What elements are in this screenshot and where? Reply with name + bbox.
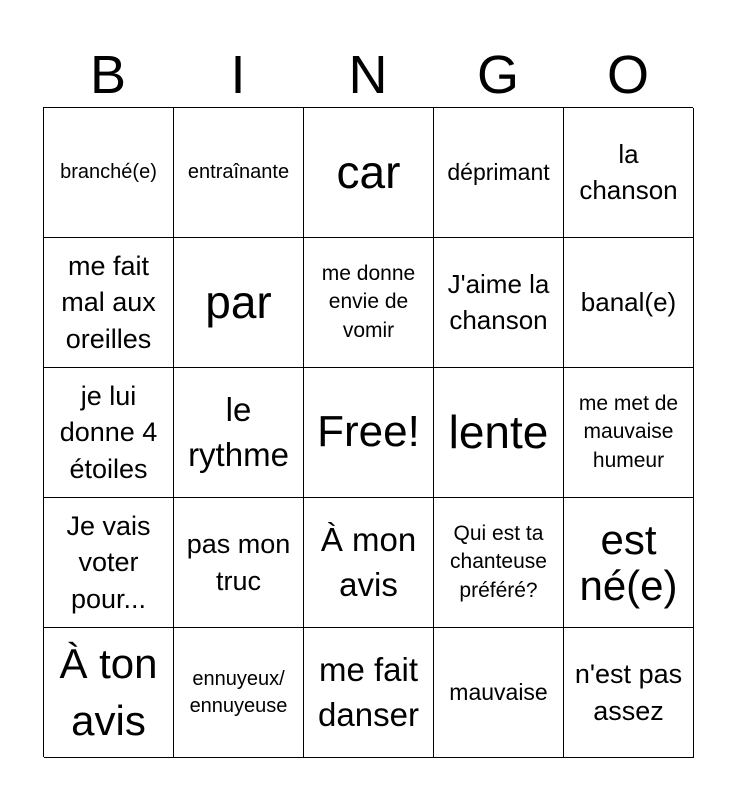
bingo-cell[interactable]: n'est pas assez xyxy=(564,628,694,758)
bingo-cell[interactable]: banal(e) xyxy=(564,238,694,368)
header-letter-g: G xyxy=(476,45,519,105)
bingo-cell[interactable]: déprimant xyxy=(434,108,564,238)
bingo-cell[interactable]: Free! xyxy=(304,368,434,498)
bingo-cell[interactable]: À mon avis xyxy=(304,498,434,628)
bingo-cell[interactable]: pas mon truc xyxy=(174,498,304,628)
bingo-cell[interactable]: mauvaise xyxy=(434,628,564,758)
bingo-cell[interactable]: le rythme xyxy=(174,368,304,498)
header-letter-i: I xyxy=(230,45,246,105)
bingo-cell[interactable]: branché(e) xyxy=(44,108,174,238)
bingo-header xyxy=(43,44,693,106)
bingo-cell[interactable]: entraînante xyxy=(174,108,304,238)
bingo-cell[interactable]: me fait mal aux oreilles xyxy=(44,238,174,368)
header-letter-n: N xyxy=(348,45,388,105)
bingo-cell[interactable]: est né(e) xyxy=(564,498,694,628)
bingo-cell[interactable]: me donne envie de vomir xyxy=(304,238,434,368)
bingo-cell[interactable]: me fait danser xyxy=(304,628,434,758)
bingo-cell[interactable]: ennuyeux/ ennuyeuse xyxy=(174,628,304,758)
bingo-cell[interactable]: Qui est ta chanteuse préféré? xyxy=(434,498,564,628)
bingo-board xyxy=(43,107,693,757)
bingo-cell[interactable]: À ton avis xyxy=(44,628,174,758)
bingo-cell[interactable]: Je vais voter pour... xyxy=(44,498,174,628)
bingo-cell[interactable]: car xyxy=(304,108,434,238)
bingo-cell[interactable]: la chanson xyxy=(564,108,694,238)
bingo-cell[interactable]: je lui donne 4 étoiles xyxy=(44,368,174,498)
bingo-cell[interactable]: par xyxy=(174,238,304,368)
header-letter-b: B xyxy=(89,45,127,105)
bingo-cell[interactable]: J'aime la chanson xyxy=(434,238,564,368)
bingo-cell[interactable]: me met de mauvaise humeur xyxy=(564,368,694,498)
bingo-cell[interactable]: lente xyxy=(434,368,564,498)
header-letter-o: O xyxy=(606,45,649,105)
